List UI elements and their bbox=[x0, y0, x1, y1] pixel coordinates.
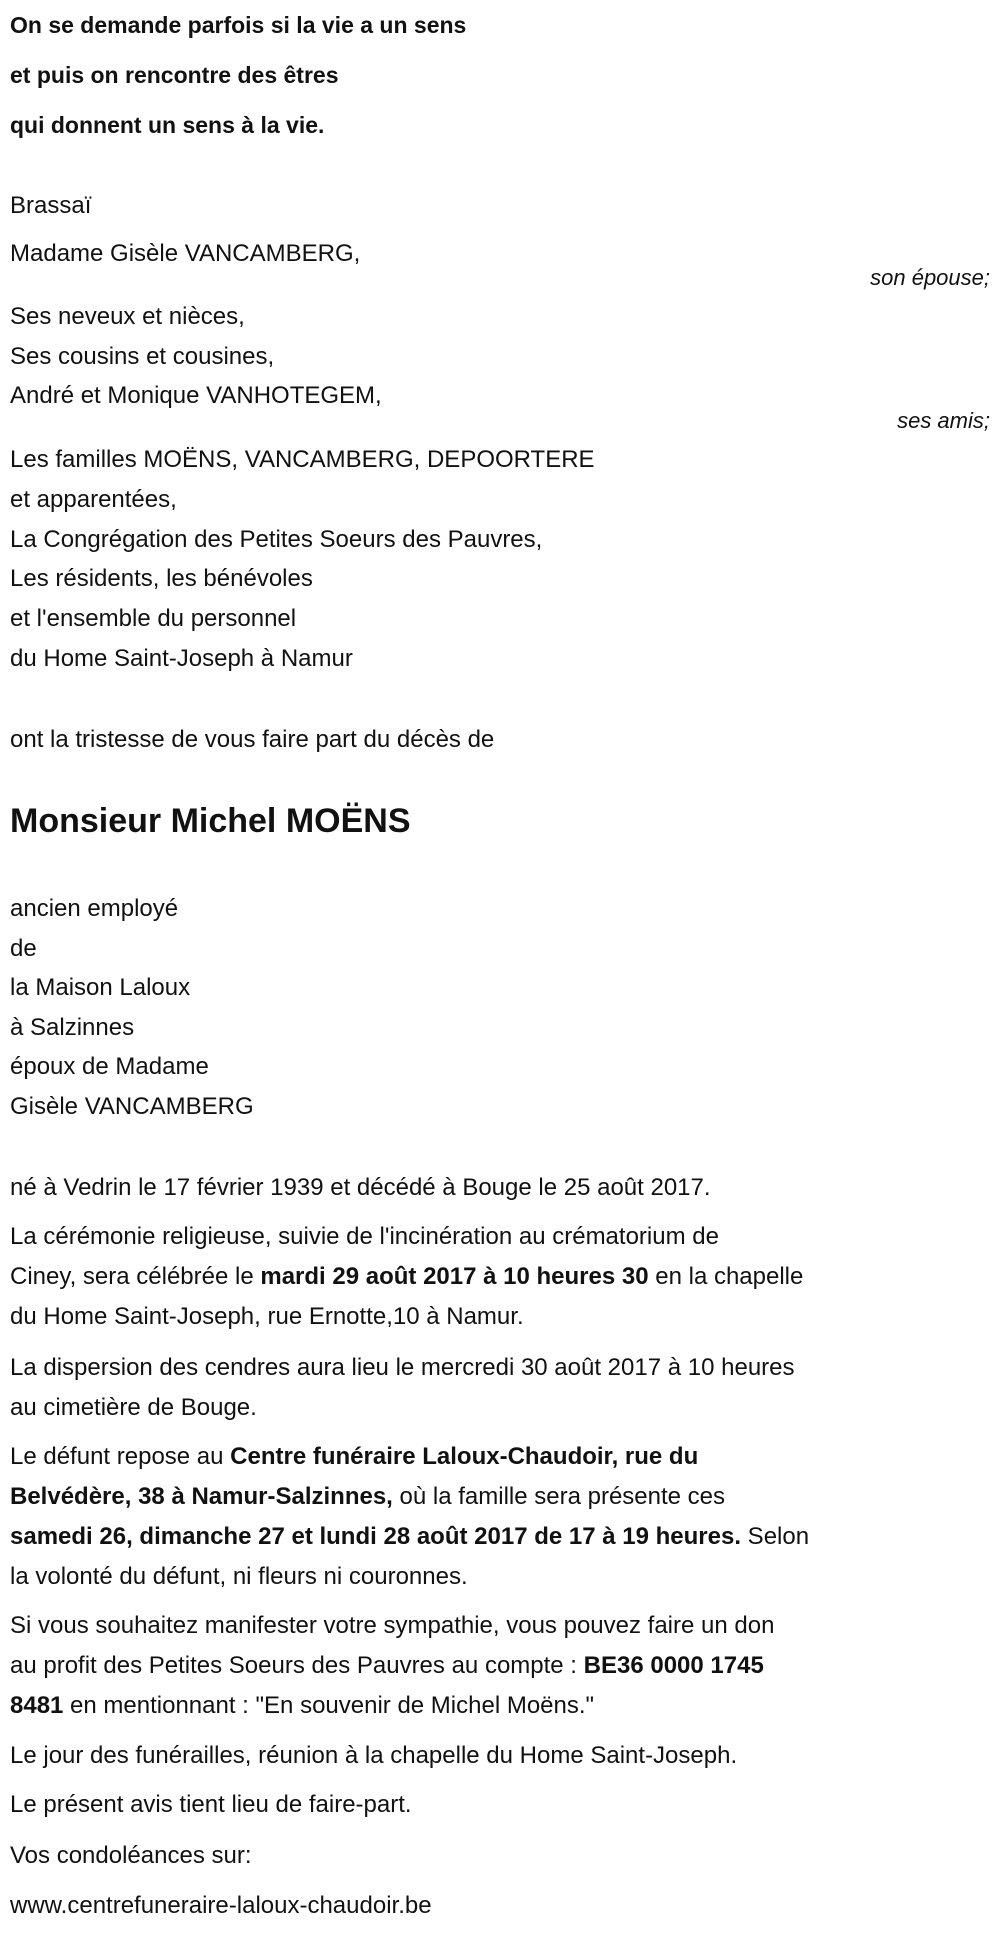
ceremony-paragraph bbox=[10, 1217, 990, 1337]
text-line: Le présent avis tient lieu de faire-part. bbox=[10, 1791, 412, 1818]
families-list bbox=[10, 440, 990, 679]
text-segment: Selon bbox=[741, 1523, 810, 1550]
deceased-name bbox=[10, 800, 990, 842]
text-line: Gisèle VANCAMBERG bbox=[10, 1092, 254, 1120]
bold-text-segment: samedi 26, dimanche 27 et lundi 28 août 2017 de 17 à 19 heures. bbox=[10, 1523, 742, 1550]
text-segment: La cérémonie religieuse, suivie de l'incinération au crématorium de bbox=[10, 1223, 719, 1250]
text-line bbox=[10, 1257, 990, 1297]
text-line: Le jour des funérailles, réunion à la chapelle du Home Saint-Joseph. bbox=[10, 1742, 738, 1769]
spouse-relation bbox=[10, 258, 990, 298]
birth-death-dates bbox=[10, 1168, 990, 1208]
text-line: André et Monique VANHOTEGEM, bbox=[10, 382, 382, 409]
text-line: Les familles MOËNS, VANCAMBERG, DEPOORTERE bbox=[10, 446, 595, 473]
bold-text-segment: mardi 29 août 2017 à 10 heures 30 bbox=[260, 1263, 649, 1290]
text-line bbox=[10, 1517, 990, 1557]
visitation-paragraph bbox=[10, 1437, 990, 1597]
text-line bbox=[10, 1606, 990, 1646]
text-line bbox=[10, 1557, 990, 1597]
donation-paragraph bbox=[10, 1606, 990, 1726]
condolences-website-link[interactable] bbox=[10, 1886, 990, 1926]
text-line: au cimetière de Bouge. bbox=[10, 1394, 257, 1421]
bold-text-segment: BE36 0000 1745 bbox=[583, 1652, 764, 1679]
text-line bbox=[10, 1297, 990, 1337]
text-line: La Congrégation des Petites Soeurs des Pauvres, bbox=[10, 525, 543, 553]
text-line: la Maison Laloux bbox=[10, 974, 191, 1002]
bold-text-segment: 8481 bbox=[10, 1692, 64, 1719]
text-line: Les résidents, les bénévoles bbox=[10, 565, 313, 593]
text-line: Ses neveux et nièces, bbox=[10, 303, 245, 330]
text-line: ses amis; bbox=[897, 408, 990, 433]
quote-author bbox=[10, 186, 990, 226]
notice-note bbox=[10, 1785, 990, 1825]
text-line: qui donnent un sens à la vie. bbox=[10, 112, 325, 138]
text-segment: en la chapelle bbox=[648, 1263, 804, 1290]
text-line: son épouse; bbox=[870, 265, 990, 290]
text-line: et l'ensemble du personnel bbox=[10, 605, 297, 633]
text-line: On se demande parfois si la vie a un sens bbox=[10, 12, 467, 38]
text-line[interactable]: www.centrefuneraire-laloux-chaudoir.be bbox=[10, 1892, 432, 1919]
text-segment: la volonté du défunt, ni fleurs ni couronnes. bbox=[10, 1563, 468, 1590]
bold-text-segment: Centre funéraire Laloux-Chaudoir, rue du bbox=[230, 1443, 699, 1470]
text-segment: au profit des Petites Soeurs des Pauvres au compte : bbox=[10, 1652, 584, 1679]
text-segment: Si vous souhaitez manifester votre sympathie, vous pouvez faire un don bbox=[10, 1612, 775, 1639]
text-line bbox=[10, 1477, 990, 1517]
text-line bbox=[10, 1686, 990, 1726]
text-line: de bbox=[10, 934, 37, 962]
text-segment: du Home Saint-Joseph, rue Ernotte,10 à Namur. bbox=[10, 1303, 524, 1330]
text-line: ont la tristesse de vous faire part du décès de bbox=[10, 726, 495, 753]
text-line: Brassaï bbox=[10, 192, 92, 219]
text-line: et apparentées, bbox=[10, 485, 177, 513]
text-line: Ses cousins et cousines, bbox=[10, 342, 275, 370]
text-line bbox=[10, 1437, 990, 1477]
ashes-dispersion-paragraph bbox=[10, 1348, 990, 1428]
text-line: et puis on rencontre des êtres bbox=[10, 62, 339, 88]
text-line: Madame Gisèle VANCAMBERG, bbox=[10, 240, 361, 267]
text-line: à Salzinnes bbox=[10, 1013, 135, 1041]
poem-quote bbox=[10, 0, 990, 150]
bold-text-segment: Belvédère, 38 à Namur-Salzinnes, bbox=[10, 1483, 393, 1510]
condolences-label bbox=[10, 1836, 990, 1876]
text-line: ancien employé bbox=[10, 895, 179, 922]
deceased-bio bbox=[10, 889, 990, 1127]
text-segment: où la famille sera présente ces bbox=[392, 1483, 726, 1510]
text-line bbox=[10, 1217, 990, 1257]
text-line: né à Vedrin le 17 février 1939 et décédé à Bouge le 25 août 2017. bbox=[10, 1174, 711, 1201]
text-line bbox=[10, 1646, 990, 1686]
text-line: du Home Saint-Joseph à Namur bbox=[10, 644, 353, 672]
text-segment: Ciney, sera célébrée le bbox=[10, 1263, 261, 1290]
friends-relation bbox=[10, 401, 990, 441]
text-segment: en mentionnant : "En souvenir de Michel Moëns." bbox=[63, 1692, 595, 1719]
text-line: Monsieur Michel MOËNS bbox=[10, 802, 411, 840]
text-line: Vos condoléances sur: bbox=[10, 1842, 252, 1869]
text-line: époux de Madame bbox=[10, 1053, 209, 1081]
announcement-text bbox=[10, 720, 990, 760]
relatives-list bbox=[10, 297, 990, 416]
funeral-day-note bbox=[10, 1736, 990, 1776]
text-line: La dispersion des cendres aura lieu le mercredi 30 août 2017 à 10 heures bbox=[10, 1354, 795, 1381]
text-segment: Le défunt repose au bbox=[10, 1443, 231, 1470]
